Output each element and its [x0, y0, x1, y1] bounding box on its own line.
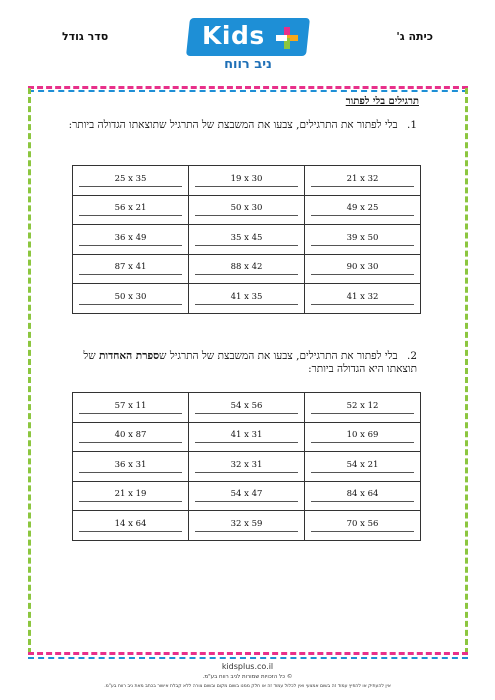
question-1-text: בלי לפתור את התרגילים, צבעו את המשבצת של התרגיל שתוצאתו הגדולה ביותר:: [68, 119, 398, 131]
table-row: [73, 422, 421, 452]
exercise-cell[interactable]: [189, 422, 305, 452]
exercise-cell[interactable]: [305, 481, 421, 511]
exercise-text: 36 x 49: [79, 233, 183, 246]
exercise-cell[interactable]: [305, 511, 421, 541]
topic-label: סדר גודל: [62, 30, 109, 43]
exercise-cell[interactable]: [305, 254, 421, 284]
exercise-cell[interactable]: [73, 511, 189, 541]
exercise-cell[interactable]: [305, 225, 421, 255]
exercise-cell[interactable]: [73, 195, 189, 225]
logo-word: Kids: [202, 21, 265, 50]
exercise-text: 50 x 30: [195, 203, 299, 216]
exercise-text: 14 x 64: [79, 519, 183, 532]
table-row: [73, 452, 421, 482]
exercise-text: 87 x 41: [79, 262, 183, 275]
exercise-text: 54 x 47: [195, 489, 299, 502]
exercise-cell[interactable]: [305, 393, 421, 423]
question-2-text: בלי לפתור את התרגילים, צבעו את המשבצת של התרגיל שספרת האחדות של תוצאתו היא הגדולה ביותר:: [83, 350, 417, 375]
exercise-cell[interactable]: [189, 511, 305, 541]
section-title: תרגילים בלי לפתור: [345, 96, 419, 107]
exercise-cell[interactable]: [189, 225, 305, 255]
exercise-text: 41 x 32: [311, 292, 415, 305]
exercise-cell[interactable]: [73, 225, 189, 255]
question-2-bold: ספרת האחדות: [99, 350, 160, 362]
exercise-text: 54 x 21: [311, 460, 415, 473]
exercise-text: 57 x 11: [79, 401, 183, 414]
table-row: [73, 511, 421, 541]
exercise-text: 49 x 25: [311, 203, 415, 216]
table-row: [73, 284, 421, 314]
exercise-cell[interactable]: [73, 284, 189, 314]
exercise-cell[interactable]: [305, 166, 421, 196]
footer-site: kidsplus.co.il: [221, 662, 274, 671]
question-1-number: 1.: [406, 119, 417, 131]
exercise-text: 54 x 56: [195, 401, 299, 414]
exercise-text: 10 x 69: [311, 430, 415, 443]
question-1: [57, 119, 417, 132]
table-row: [73, 225, 421, 255]
exercise-cell[interactable]: [73, 393, 189, 423]
exercise-cell[interactable]: [189, 166, 305, 196]
exercise-text: 56 x 21: [79, 203, 183, 216]
exercise-cell[interactable]: [73, 166, 189, 196]
exercise-text: 90 x 30: [311, 262, 415, 275]
exercise-text: 25 x 35: [79, 174, 183, 187]
exercise-cell[interactable]: [305, 452, 421, 482]
exercise-text: 21 x 19: [79, 489, 183, 502]
exercise-cell[interactable]: [73, 422, 189, 452]
exercise-table-2: [72, 392, 421, 541]
exercise-text: 21 x 32: [311, 174, 415, 187]
footer-copyright: © כל הזכויות שמורות לניב רווח בע"מ.: [202, 674, 293, 680]
exercise-cell[interactable]: [73, 452, 189, 482]
exercise-text: 32 x 59: [195, 519, 299, 532]
table-row: [73, 393, 421, 423]
exercise-cell[interactable]: [305, 195, 421, 225]
footer-legal: אין להעתיק או להפיץ עמוד זה בשום אמצעי ואין לכלול עמוד זה או חלק ממנו בשום מקום ובשום צורה ללא קבלת אישור בכתב מאת ניב רווח בע"מ.: [104, 684, 391, 689]
exercise-text: 70 x 56: [311, 519, 415, 532]
plus-icon: [276, 27, 298, 49]
frame-right-border: [465, 88, 468, 654]
table-row: [73, 195, 421, 225]
exercise-text: 36 x 31: [79, 460, 183, 473]
table-row: [73, 166, 421, 196]
exercise-text: 50 x 30: [79, 292, 183, 305]
exercise-text: 84 x 64: [311, 489, 415, 502]
question-2: [57, 350, 417, 376]
exercise-text: 41 x 31: [195, 430, 299, 443]
exercise-text: 39 x 50: [311, 233, 415, 246]
exercise-table-1: [72, 165, 421, 314]
question-2-number: 2.: [406, 350, 417, 362]
frame-top-border-blue: [28, 90, 468, 92]
frame-bottom-border-blue: [28, 657, 468, 659]
frame-left-border: [28, 88, 31, 654]
exercise-text: 41 x 35: [195, 292, 299, 305]
exercise-text: 19 x 30: [195, 174, 299, 187]
exercise-cell[interactable]: [189, 195, 305, 225]
exercise-cell[interactable]: [305, 284, 421, 314]
frame-top-border: [28, 86, 468, 89]
logo-subtitle: ניב רווח: [224, 57, 272, 72]
exercise-cell[interactable]: [189, 284, 305, 314]
exercise-cell[interactable]: [73, 481, 189, 511]
frame-bottom-border: [28, 652, 468, 655]
exercise-cell[interactable]: [73, 254, 189, 284]
exercise-text: 52 x 12: [311, 401, 415, 414]
kids-logo: [188, 18, 308, 76]
exercise-cell[interactable]: [189, 452, 305, 482]
exercise-cell[interactable]: [189, 393, 305, 423]
exercise-cell[interactable]: [189, 254, 305, 284]
table-row: [73, 481, 421, 511]
exercise-text: 35 x 45: [195, 233, 299, 246]
exercise-cell[interactable]: [305, 422, 421, 452]
exercise-text: 32 x 31: [195, 460, 299, 473]
exercise-cell[interactable]: [189, 481, 305, 511]
table-row: [73, 254, 421, 284]
exercise-text: 88 x 42: [195, 262, 299, 275]
grade-label: כיתה ג': [396, 30, 433, 43]
exercise-text: 40 x 87: [79, 430, 183, 443]
